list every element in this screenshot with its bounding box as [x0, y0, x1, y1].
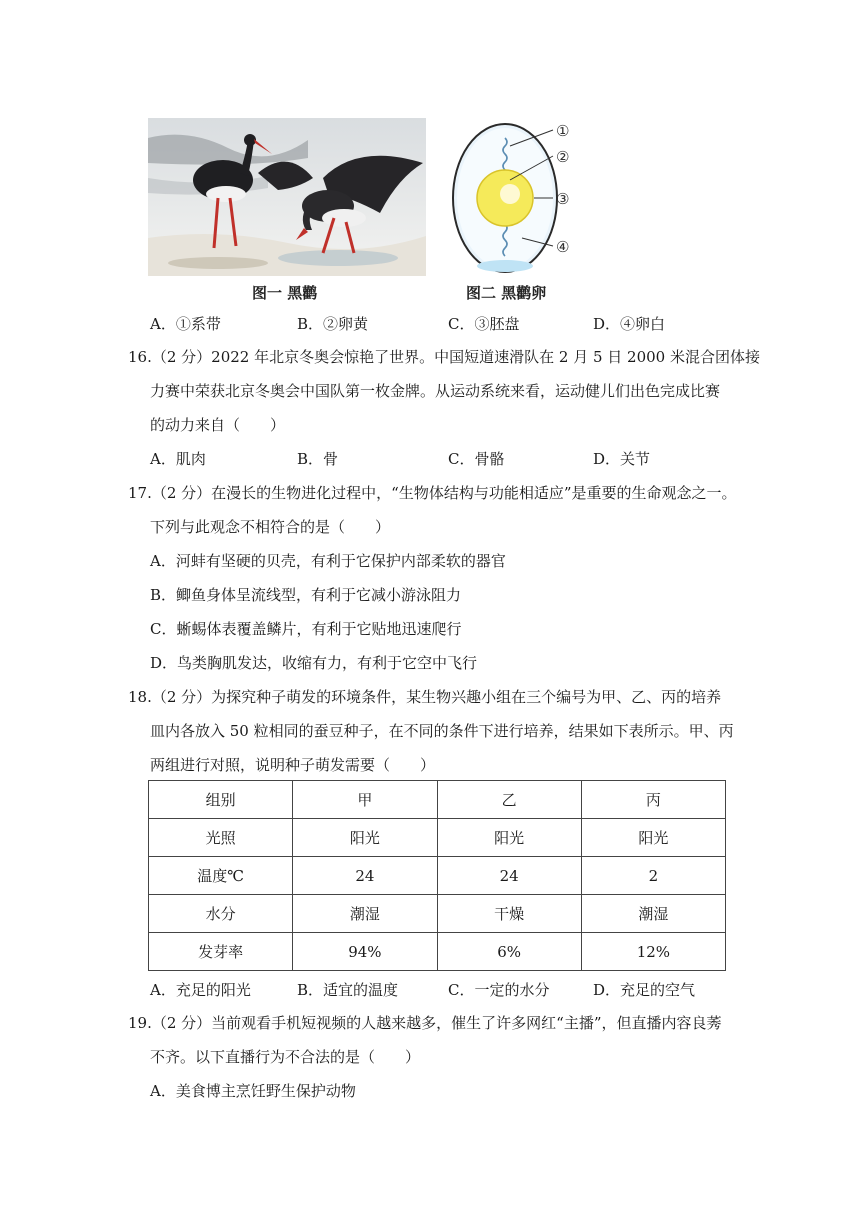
marker-1: ① [556, 122, 570, 140]
table-row [149, 857, 726, 895]
table-cell: 94% [293, 933, 437, 971]
black-stork-egg-diagram [438, 118, 618, 280]
table-cell: 甲 [293, 781, 437, 819]
table-cell: 潮湿 [293, 895, 437, 933]
table-row [149, 819, 726, 857]
q16-line-1: 16.（2 分）2022 年北京冬奥会惊艳了世界。中国短道速滑队在 2 月 5 日 2000 米混合团体接 [128, 348, 760, 366]
table-cell: 温度℃ [149, 857, 293, 895]
q16-option-b: B．骨 [297, 450, 339, 468]
q16-line-2: 力赛中荣获北京冬奥会中国队第一枚金牌。从运动系统来看，运动健儿们出色完成比赛 [150, 382, 721, 400]
germination-table [148, 780, 726, 971]
marker-3: ③ [556, 190, 570, 208]
q15-option-b: B．②卵黄 [297, 315, 369, 333]
table-cell: 发芽率 [149, 933, 293, 971]
table-cell: 丙 [581, 781, 725, 819]
q18-line-3: 两组进行对照，说明种子萌发需要（ ） [150, 756, 436, 774]
q16-option-d: D．关节 [593, 450, 651, 468]
table-cell: 12% [581, 933, 725, 971]
q17-line-2: 下列与此观念不相符合的是（ ） [150, 518, 391, 536]
q16-option-c: C．骨骼 [448, 450, 505, 468]
figure-area [148, 118, 618, 308]
table-cell: 24 [437, 857, 581, 895]
table-cell: 组别 [149, 781, 293, 819]
q19-option-a: A．美食博主烹饪野生保护动物 [150, 1082, 356, 1100]
table-cell: 2 [581, 857, 725, 895]
q18-option-b: B．适宜的温度 [297, 981, 399, 999]
table-cell: 水分 [149, 895, 293, 933]
q16-line-3: 的动力来自（ ） [150, 416, 286, 434]
q17-option-d: D．鸟类胸肌发达，收缩有力，有利于它空中飞行 [150, 654, 478, 672]
fig1-caption: 图一 黑鹳 [252, 284, 318, 302]
q18-option-a: A．充足的阳光 [150, 981, 251, 999]
table-cell: 光照 [149, 819, 293, 857]
q18-line-1: 18.（2 分）为探究种子萌发的环境条件，某生物兴趣小组在三个编号为甲、乙、丙的培养 [128, 688, 722, 706]
q19-line-2: 不齐。以下直播行为不合法的是（ ） [150, 1048, 421, 1066]
fig2-caption: 图二 黑鹳卵 [466, 284, 547, 302]
table-cell: 6% [437, 933, 581, 971]
q19-line-1: 19.（2 分）当前观看手机短视频的人越来越多，催生了许多网红“主播”，但直播内容良莠 [128, 1014, 722, 1032]
q15-option-d: D．④卵白 [593, 315, 666, 333]
table-cell: 24 [293, 857, 437, 895]
marker-4: ④ [556, 238, 570, 256]
q17-option-c: C．蜥蜴体表覆盖鳞片，有利于它贴地迅速爬行 [150, 620, 462, 638]
q17-option-a: A．河蚌有坚硬的贝壳，有利于它保护内部柔软的器官 [150, 552, 506, 570]
table-row [149, 895, 726, 933]
table-row [149, 933, 726, 971]
q15-option-c: C．③胚盘 [448, 315, 520, 333]
table-cell: 干燥 [437, 895, 581, 933]
table-row [149, 781, 726, 819]
q17-line-1: 17.（2 分）在漫长的生物进化过程中，“生物体结构与功能相适应”是重要的生命观念之一。 [128, 484, 737, 502]
table-cell: 阳光 [581, 819, 725, 857]
q16-option-a: A．肌肉 [150, 450, 206, 468]
table-cell: 阳光 [437, 819, 581, 857]
q18-line-2: 皿内各放入 50 粒相同的蚕豆种子，在不同的条件下进行培养，结果如下表所示。甲、丙 [150, 722, 734, 740]
q17-option-b: B．鲫鱼身体呈流线型，有利于它减小游泳阻力 [150, 586, 462, 604]
marker-2: ② [556, 148, 570, 166]
table-cell: 乙 [437, 781, 581, 819]
q18-option-c: C．一定的水分 [448, 981, 550, 999]
q18-option-d: D．充足的空气 [593, 981, 696, 999]
table-cell: 潮湿 [581, 895, 725, 933]
q15-option-a: A．①系带 [150, 315, 221, 333]
black-stork-photo [148, 118, 426, 276]
table-cell: 阳光 [293, 819, 437, 857]
